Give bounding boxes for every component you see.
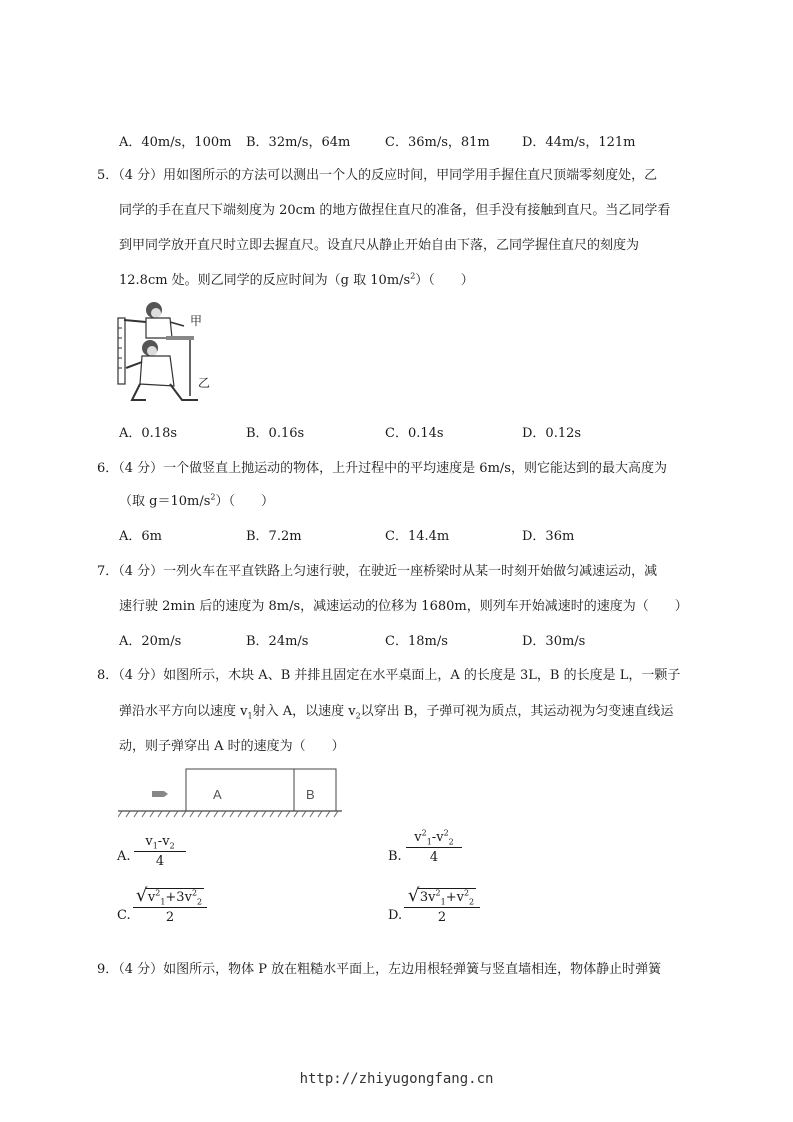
q6-option-a: A．6m	[119, 529, 162, 544]
q4-option-d: D．44m/s，121m	[522, 135, 636, 150]
q8-option-d-formula: √ $3v^2_1+v^2_2$ 2	[404, 888, 480, 925]
q5-stem-line2: 同学的手在直尺下端刻度为 20cm 的地方做捏住直尺的准备，但手没有接触到直尺。当乙同学看	[119, 203, 671, 218]
footer-url[interactable]: http://zhiyugongfang.cn	[299, 1071, 494, 1087]
q9-stem-line1: 9．（4 分）如图所示，物体 P 放在粗糙水平面上，左边用根轻弹簧与竖直墙相连，物体静止时弹簧	[97, 962, 662, 977]
q6-option-c: C．14.4m	[385, 529, 450, 544]
q8-option-c-label: C.	[117, 908, 131, 923]
q7-option-b: B．24m/s	[246, 634, 309, 649]
q8-option-c-formula: √ $v^2_1+3v^2_2$ 2	[133, 888, 207, 925]
q7-option-c: C．18m/s	[385, 634, 448, 649]
q7-stem-line1: 7．（4 分）一列火车在平直铁路上匀速行驶，在驶近一座桥梁时从某一时刻开始做匀减速运动，减	[97, 564, 658, 579]
figure-label-jia: 甲	[190, 314, 203, 328]
q7-option-a: A．20m/s	[119, 634, 182, 649]
q8-stem-line1: 8．（4 分）如图所示，木块 A、B 并排且固定在水平桌面上，A 的长度是 3L，B 的长度是 L，一颗子	[97, 668, 681, 683]
q8-stem-line3: 动，则子弹穿出 A 时的速度为（ ）	[119, 739, 345, 754]
q5-stem-line4: 12.8cm 处。则乙同学的反应时间为（g 取 $10m/s^2$）（ ）	[119, 271, 474, 288]
q4-option-a: A．40m/s，100m	[119, 135, 232, 150]
q5-stem-line3: 到甲同学放开直尺时立即去握直尺。设直尺从静止开始自由下落，乙同学握住直尺的刻度为	[119, 238, 640, 253]
q5-option-b: B．0.16s	[246, 426, 305, 441]
q6-stem-line1: 6．（4 分）一个做竖直上抛运动的物体，上升过程中的平均速度是 6m/s，则它能达到的最大高度为	[97, 461, 667, 476]
q8-option-b-formula: $v^2_1-v^2_2$ 4	[406, 830, 462, 865]
q8-option-a-formula: $v_1-v_2$ 4	[134, 834, 186, 869]
q5-option-c: C．0.14s	[385, 426, 444, 441]
block-b-label: B	[306, 787, 315, 802]
q8-option-a-label: A.	[117, 849, 131, 864]
q8-option-b-label: B.	[388, 849, 402, 864]
q5-stem-line1: 5．（4 分）用如图所示的方法可以测出一个人的反应时间，甲同学用手握住直尺顶端零刻度处，乙	[97, 168, 658, 183]
block-a-label: A	[213, 787, 222, 802]
figure-label-yi: 乙	[198, 376, 211, 390]
q7-stem-line2: 速行驶 2min 后的速度为 8m/s，减速运动的位移为 1680m，则列车开始减速时的速度为（ ）	[119, 599, 688, 614]
q8-option-d-label: D.	[388, 908, 403, 923]
q7-option-d: D．30m/s	[522, 634, 586, 649]
q4-option-b: B．32m/s，64m	[246, 135, 351, 150]
q6-stem-line2: （取 $g=10m/s^2$）（ ）	[119, 492, 274, 509]
q8-stem-line2: 弹沿水平方向以速度 $v_1$射入 A，以速度 $v_2$以穿出 B，子弹可视为质点，其运动视为匀变速直线运	[119, 704, 674, 721]
q5-option-a: A．0.18s	[119, 426, 178, 441]
q4-option-c: C．36m/s，81m	[385, 135, 490, 150]
q6-option-d: D．36m	[522, 529, 575, 544]
q6-option-b: B．7.2m	[246, 529, 302, 544]
q5-option-d: D．0.12s	[522, 426, 582, 441]
